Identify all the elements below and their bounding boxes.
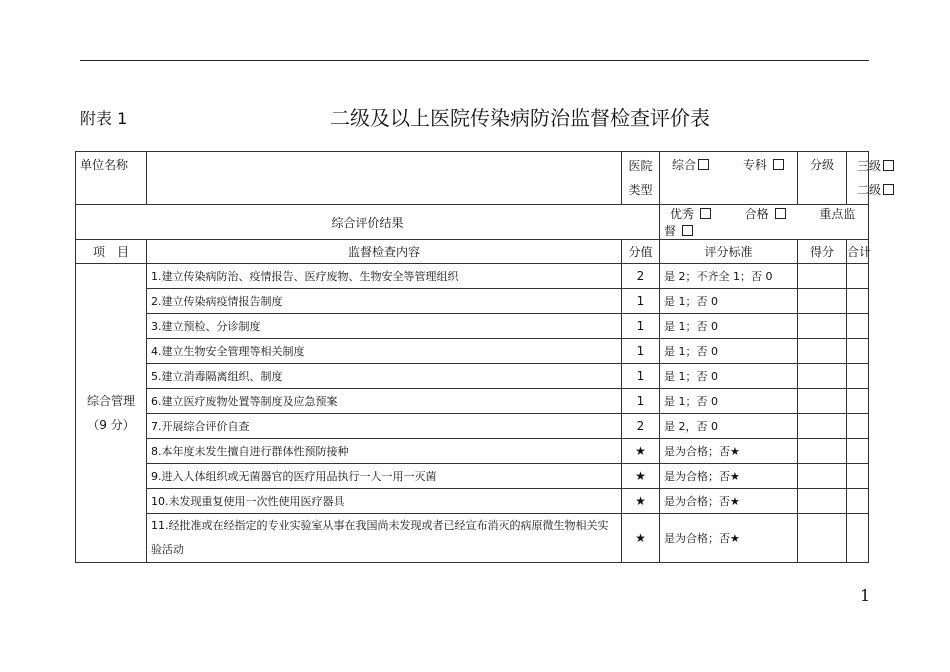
type-option-general[interactable]: 综合 (672, 158, 709, 172)
grade-option-level3[interactable]: 三级 (857, 154, 868, 178)
row-content: 9.进入人体组织或无菌器官的医疗用品执行一人一用一灭菌 (147, 464, 622, 489)
row-total-field[interactable] (847, 389, 869, 414)
row-points-field[interactable] (798, 264, 847, 289)
column-header-points: 得分 (798, 240, 847, 264)
table-row (76, 314, 869, 339)
evaluation-result-row (76, 205, 869, 240)
row-total-field[interactable] (847, 314, 869, 339)
row-total-field[interactable] (847, 414, 869, 439)
row-criteria: 是为合格；否★ (660, 514, 798, 563)
checkbox-icon[interactable] (698, 159, 709, 170)
row-score: 1 (622, 314, 660, 339)
row-criteria: 是为合格；否★ (660, 464, 798, 489)
column-header-row (76, 240, 869, 264)
row-criteria: 是 1；否 0 (660, 364, 798, 389)
row-total-field[interactable] (847, 489, 869, 514)
row-criteria: 是 2，否 0 (660, 414, 798, 439)
row-content: 7.开展综合评价自查 (147, 414, 622, 439)
checkbox-icon[interactable] (883, 184, 894, 195)
column-header-item: 项 目 (76, 240, 147, 264)
row-content: 2.建立传染病疫情报告制度 (147, 289, 622, 314)
row-content: 3.建立预检、分诊制度 (147, 314, 622, 339)
evaluation-option-excellent[interactable]: 优秀 (670, 207, 711, 221)
checkbox-icon[interactable] (775, 208, 786, 219)
row-total-field[interactable] (847, 439, 869, 464)
section-name: 综合管理 (86, 394, 135, 408)
row-content: 6.建立医疗废物处置等制度及应急预案 (147, 389, 622, 414)
grade-option-level2[interactable]: 二级 (857, 178, 868, 202)
hospital-type-label-line2: 类型 (628, 183, 653, 197)
row-score: 1 (622, 339, 660, 364)
table-row (76, 289, 869, 314)
evaluation-result-label: 综合评价结果 (76, 205, 660, 240)
table-row (76, 389, 869, 414)
row-content: 1.建立传染病防治、疫情报告、医疗废物、生物安全等管理组织 (147, 264, 622, 289)
hospital-type-label-line1: 医院 (628, 159, 653, 173)
evaluation-option-pass[interactable]: 合格 (745, 207, 786, 221)
hospital-type-options (660, 152, 798, 205)
row-points-field[interactable] (798, 489, 847, 514)
attachment-label: 附表 1 (80, 109, 128, 128)
row-score-star-icon: ★ (622, 489, 660, 514)
row-content: 8.本年度未发生擅自进行群体性预防接种 (147, 439, 622, 464)
table-row (76, 264, 869, 289)
evaluation-option-supervision[interactable]: 重点监督 (664, 207, 856, 238)
row-content: 10.未发现重复使用一次性使用医疗器具 (147, 489, 622, 514)
row-score: 1 (622, 389, 660, 414)
row-points-field[interactable] (798, 389, 847, 414)
row-criteria: 是为合格；否★ (660, 439, 798, 464)
row-criteria: 是 1；否 0 (660, 339, 798, 364)
grade-label: 分级 (798, 152, 847, 205)
page-number: 1 (860, 586, 871, 605)
row-content: 4.建立生物安全管理等相关制度 (147, 339, 622, 364)
row-total-field[interactable] (847, 514, 869, 563)
row-points-field[interactable] (798, 414, 847, 439)
row-total-field[interactable] (847, 464, 869, 489)
row-points-field[interactable] (798, 339, 847, 364)
row-total-field[interactable] (847, 339, 869, 364)
table-row (76, 364, 869, 389)
column-header-content: 监督检查内容 (147, 240, 622, 264)
column-header-total: 合计 (847, 240, 869, 264)
row-score: 1 (622, 289, 660, 314)
row-points-field[interactable] (798, 289, 847, 314)
row-score-star-icon: ★ (622, 439, 660, 464)
row-score: 1 (622, 364, 660, 389)
row-score-star-icon: ★ (622, 464, 660, 489)
grade-options (847, 152, 882, 205)
row-points-field[interactable] (798, 514, 847, 563)
row-criteria: 是 1；否 0 (660, 389, 798, 414)
checkbox-icon[interactable] (773, 159, 784, 170)
document-title: 二级及以上医院传染病防治监督检查评价表 (330, 106, 710, 130)
row-total-field[interactable] (847, 364, 869, 389)
row-score: 2 (622, 414, 660, 439)
section-cell (76, 264, 147, 563)
row-criteria: 是 2；不齐全 1；否 0 (660, 264, 798, 289)
row-score: 2 (622, 264, 660, 289)
evaluation-options (660, 205, 869, 240)
unit-info-row (76, 152, 869, 205)
table-row (76, 464, 869, 489)
row-criteria: 是 1；否 0 (660, 289, 798, 314)
row-points-field[interactable] (798, 314, 847, 339)
row-points-field[interactable] (798, 439, 847, 464)
checkbox-icon[interactable] (682, 225, 693, 236)
table-row (76, 339, 869, 364)
section-score-note: （9 分） (87, 418, 135, 432)
checkbox-icon[interactable] (883, 160, 894, 171)
checkbox-icon[interactable] (700, 208, 711, 219)
evaluation-table (75, 151, 882, 563)
unit-name-field[interactable] (147, 152, 622, 205)
row-criteria: 是为合格；否★ (660, 489, 798, 514)
unit-name-label: 单位名称 (76, 152, 147, 205)
row-criteria: 是 1；否 0 (660, 314, 798, 339)
row-total-field[interactable] (847, 264, 869, 289)
row-content: 11.经批准或在经指定的专业实验室从事在我国尚未发现或者已经宣布消灭的病原微生物相关实验活动 (147, 514, 622, 563)
table-row (76, 414, 869, 439)
row-score-star-icon: ★ (622, 514, 660, 563)
column-header-score: 分值 (622, 240, 660, 264)
row-points-field[interactable] (798, 464, 847, 489)
row-total-field[interactable] (847, 289, 869, 314)
table-row (76, 514, 869, 563)
table-row (76, 489, 869, 514)
row-points-field[interactable] (798, 364, 847, 389)
column-header-criteria: 评分标准 (660, 240, 798, 264)
hospital-type-label (622, 152, 660, 205)
table-row (76, 439, 869, 464)
header-rule (80, 60, 869, 61)
type-option-specialty[interactable]: 专科 (743, 158, 784, 172)
row-content: 5.建立消毒隔离组织、制度 (147, 364, 622, 389)
